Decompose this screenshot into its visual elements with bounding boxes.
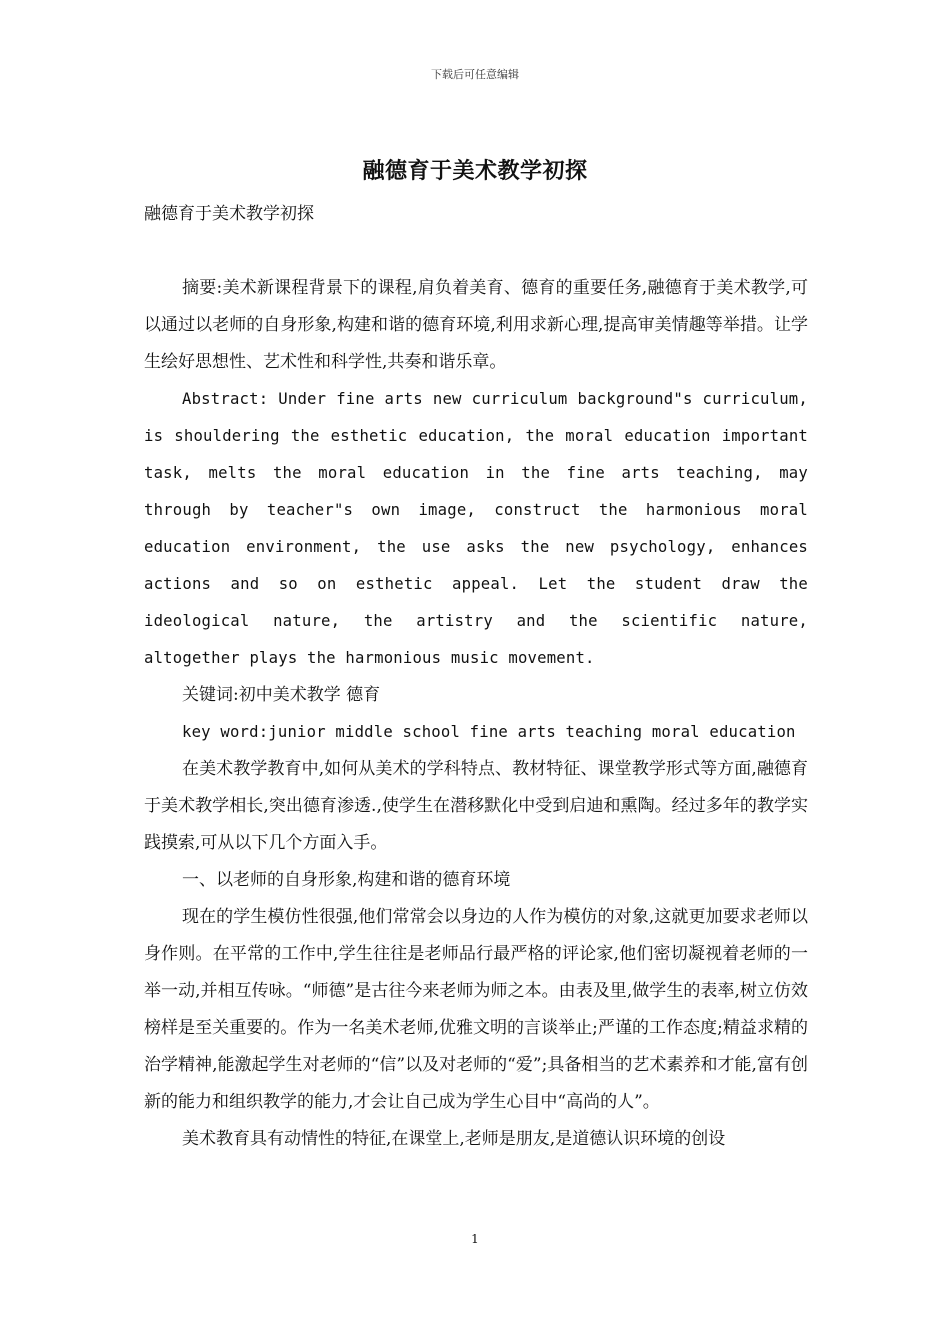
abstract-english: Abstract: Under fine arts new curriculum background"s curriculum, is shouldering the esthetic education, the moral education important task, melts the moral education in the fine arts teaching, may through by teacher"s own image, construct the harmonious moral education environment, the use asks the new psychology, enhances actions and so on esthetic appeal. Let the student draw the ideological nature, the artistry and the scientific nature, altogether plays the harmonious music movement. bbox=[144, 390, 808, 667]
section-heading-1: 一、以老师的自身形象,构建和谐的德育环境 bbox=[182, 870, 511, 890]
section-1-paragraph: 现在的学生模仿性很强,他们常常会以身边的人作为模仿的对象,这就更加要求老师以身作则。在平常的工作中,学生往往是老师品行最严格的评论家,他们密切凝视着老师的一举一动,并相互传咏。“师德”是古往今来老师为师之本。由表及里,做学生的表率,树立仿效榜样是至关重要的。作为一名美术老师,优雅文明的言谈举止;严谨的工作态度;精益求精的治学精神,能激起学生对老师的“信”以及对老师的“爱”;具备相当的艺术素养和才能,富有创新的能力和组织教学的能力,才会让自己成为学生心目中“高尚的人”。 bbox=[144, 907, 808, 1112]
document-title: 融德育于美术教学初探 bbox=[362, 159, 588, 184]
abstract-chinese: 摘要:美术新课程背景下的课程,肩负着美育、德育的重要任务,融德育于美术教学,可以通过以老师的自身形象,构建和谐的德育环境,利用求新心理,提高审美情趣等举措。让学生绘好思想性、艺术性和科学性,共奏和谐乐章。 bbox=[144, 278, 808, 372]
document-body bbox=[144, 196, 808, 1158]
keywords-english: key word:junior middle school fine arts teaching moral education bbox=[182, 723, 796, 741]
section-1-paragraph-continued: 美术教育具有动情性的特征,在课堂上,老师是朋友,是道德认识环境的创设 bbox=[182, 1129, 726, 1149]
intro-paragraph: 在美术教学教育中,如何从美术的学科特点、教材特征、课堂教学形式等方面,融德育于美术教学相长,突出德育渗透.,使学生在潜移默化中受到启迪和熏陶。经过多年的教学实践摸索,可从以下几个方面入手。 bbox=[144, 759, 808, 853]
subtitle: 融德育于美术教学初探 bbox=[144, 204, 314, 224]
header-note: 下载后可任意编辑 bbox=[431, 68, 519, 81]
page-number: 1 bbox=[471, 1232, 479, 1246]
keywords-chinese: 关键词:初中美术教学 德育 bbox=[182, 685, 381, 705]
